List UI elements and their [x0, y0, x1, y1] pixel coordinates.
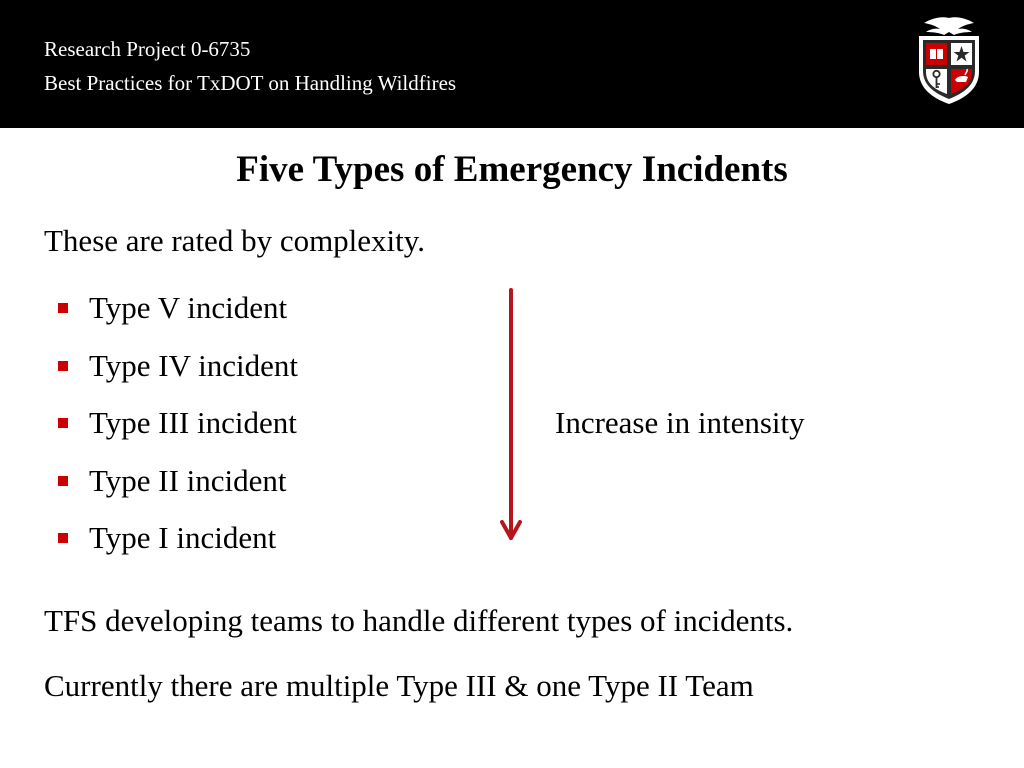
square-bullet-icon — [58, 303, 68, 313]
square-bullet-icon — [58, 533, 68, 543]
list-item-label: Type V incident — [89, 290, 288, 325]
intro-text: These are rated by complexity. — [44, 223, 426, 258]
project-title: Best Practices for TxDOT on Handling Wildfires — [44, 71, 457, 95]
project-number: Research Project 0-6735 — [44, 37, 251, 61]
square-bullet-icon — [58, 476, 68, 486]
square-bullet-icon — [58, 361, 68, 371]
list-item-label: Type I incident — [89, 520, 277, 555]
square-bullet-icon — [58, 418, 68, 428]
list-item-label: Type III incident — [89, 405, 297, 440]
header-bar — [0, 0, 1024, 128]
footer-text-current: Currently there are multiple Type III & one Type II Team — [44, 668, 754, 703]
intensity-label: Increase in intensity — [555, 405, 805, 440]
university-shield-eagle-logo — [914, 14, 984, 106]
slide-title: Five Types of Emergency Incidents — [236, 149, 788, 190]
down-arrow-icon — [496, 288, 526, 544]
footer-text-teams: TFS developing teams to handle different types of incidents. — [44, 603, 794, 638]
list-item-label: Type IV incident — [89, 347, 299, 383]
list-item-label: Type II incident — [89, 462, 287, 498]
